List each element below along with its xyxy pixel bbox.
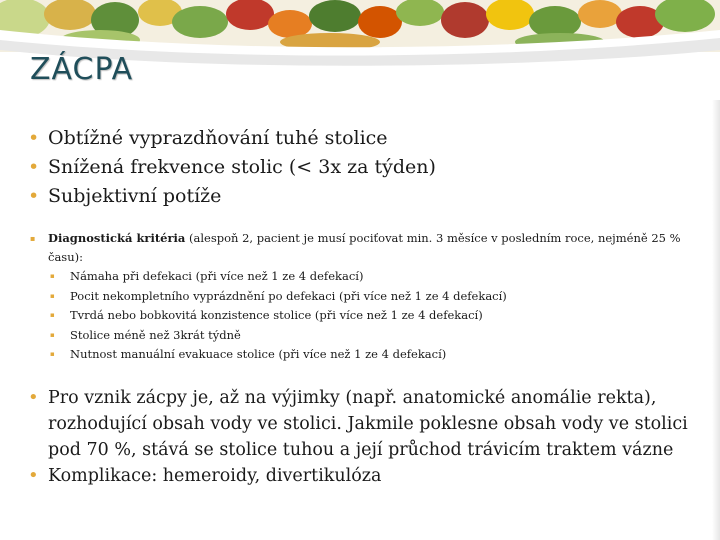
diagnostic-item: ▪ Nutnost manuální evakuace stolice (při více než 1 ze 4 defekací)	[48, 345, 698, 365]
top-bullet-list	[28, 124, 698, 211]
slide-content	[28, 124, 698, 489]
bullet-item: • Snížená frekvence stolic (< 3x za týden)	[28, 153, 698, 182]
diagnostic-item: ▪ Stolice méně než 3krát týdně	[48, 326, 698, 346]
bottom-bullet-list	[28, 385, 698, 489]
diagnostic-criteria	[28, 229, 698, 365]
bullet-item: • Obtížné vyprazdňování tuhé stolice	[28, 124, 698, 153]
diagnostic-heading: Diagnostická kritéria	[48, 231, 186, 245]
diagnostic-list	[48, 267, 698, 365]
bullet-item: • Komplikace: hemeroidy, divertikulóza	[28, 463, 698, 489]
slide-title: ZÁCPA	[30, 52, 134, 87]
diagnostic-intro: (alespoň 2, pacient je musí pociťovat min. 3 měsíce v posledním roce, nejméně 25 % času):	[48, 231, 681, 264]
diagnostic-item: ▪ Pocit nekompletního vyprázdnění po defekaci (při více než 1 ze 4 defekací)	[48, 287, 698, 307]
bullet-item: • Pro vznik zácpy je, až na výjimky (např. anatomické anomálie rekta), rozhodující obsah vody ve stolici. Jakmile poklesne obsah vody ve stolici pod 70 %, stává se stolice tuhou a její průchod trávicím traktem vázne	[28, 385, 698, 463]
diagnostic-item: ▪ Tvrdá nebo bobkovitá konzistence stolice (při více než 1 ze 4 defekací)	[48, 306, 698, 326]
diagnostic-item: ▪ Námaha při defekaci (při více než 1 ze 4 defekací)	[48, 267, 698, 287]
bullet-item: • Subjektivní potíže	[28, 182, 698, 211]
slide-frame-edge	[712, 100, 720, 540]
